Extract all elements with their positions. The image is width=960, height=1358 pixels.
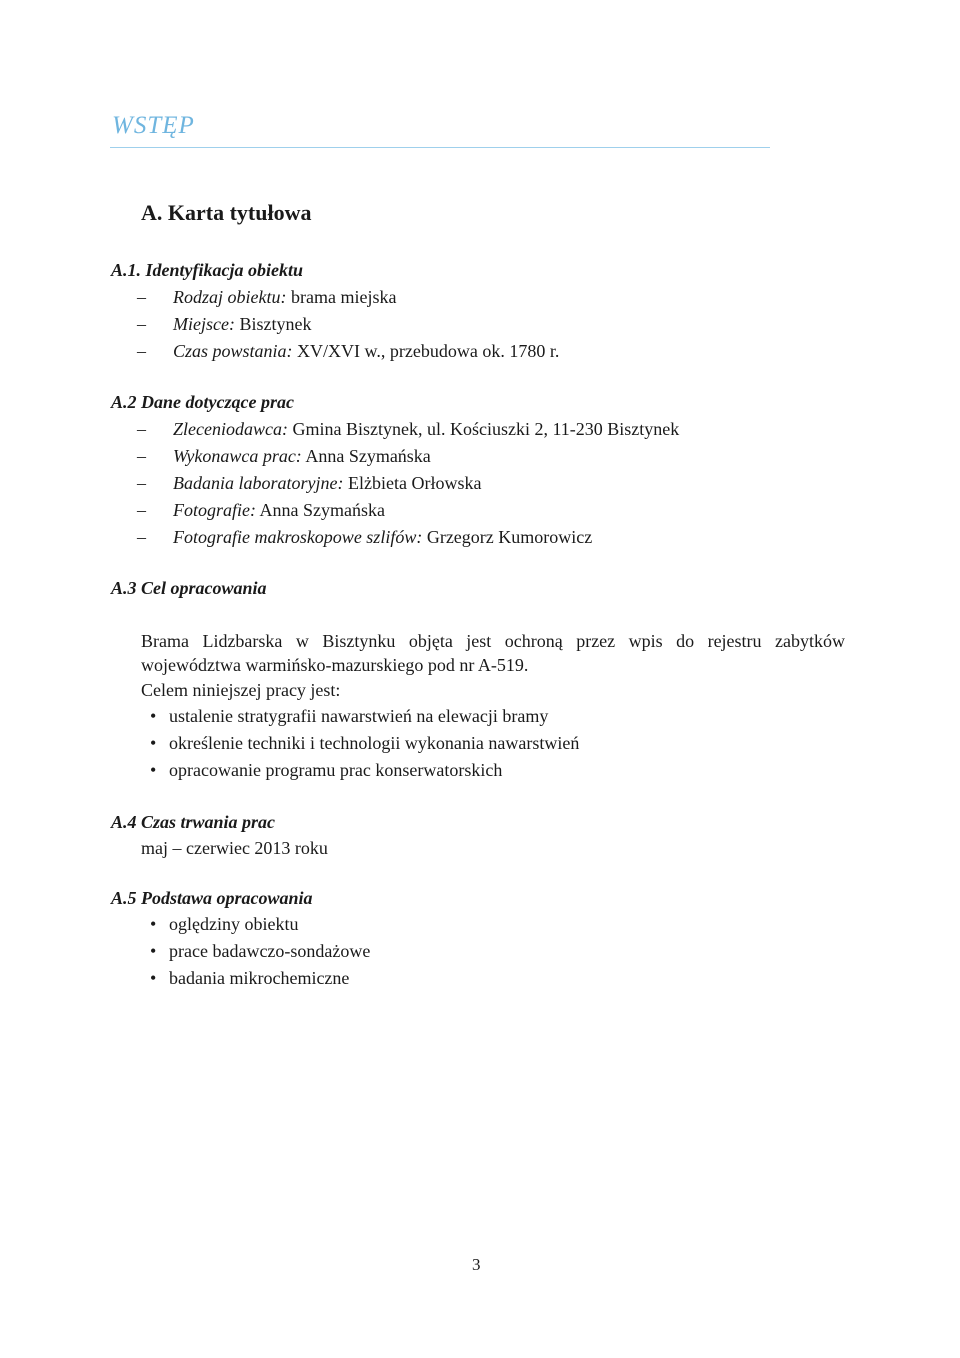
heading-a4: A.4 Czas trwania prac [111, 812, 276, 832]
page-number: 3 [472, 1255, 481, 1274]
duration-text: maj – czerwiec 2013 roku [141, 838, 328, 858]
item-value: Grzegorz Kumorowicz [426, 527, 593, 547]
item-value: Anna Szymańska [305, 446, 431, 466]
item-value: Elżbieta Orłowska [347, 473, 482, 493]
item-value: brama miejska [290, 287, 397, 307]
bullet-text: prace badawczo-sondażowe [169, 941, 371, 961]
heading-a3: A.3 Cel opracowania [111, 578, 267, 598]
item-label: Fotografie makroskopowe szlifów: [173, 527, 423, 547]
dash-marker: – [137, 419, 146, 439]
bullet-text: opracowanie programu prac konserwatorskich [169, 760, 503, 780]
bullet-marker: • [150, 760, 157, 780]
bullet-marker: • [150, 968, 157, 988]
heading-a2: A.2 Dane dotyczące prac [111, 392, 294, 412]
item-label: Czas powstania: [173, 341, 293, 361]
item-label: Fotografie: [173, 500, 256, 520]
header-divider [110, 147, 770, 148]
item-label: Rodzaj obiektu: [173, 287, 287, 307]
dash-marker: – [137, 287, 146, 307]
item-value: Bisztynek [239, 314, 312, 334]
dash-marker: – [137, 473, 146, 493]
paragraph-line: województwa warmińsko-mazurskiego pod nr A-519. [141, 655, 529, 675]
item-value: XV/XVI w., przebudowa ok. 1780 r. [297, 341, 560, 361]
heading-a5: A.5 Podstawa opracowania [111, 888, 313, 908]
bullet-marker: • [150, 941, 157, 961]
dash-marker: – [137, 314, 146, 334]
section-header: WSTĘP [112, 112, 195, 139]
heading-a1: A.1. Identyfikacja obiektu [111, 260, 303, 280]
dash-marker: – [137, 446, 146, 466]
bullet-text: badania mikrochemiczne [169, 968, 350, 988]
bullet-text: określenie techniki i technologii wykonania nawarstwień [169, 733, 580, 753]
item-label: Wykonawca prac: [173, 446, 302, 466]
item-value: Anna Szymańska [259, 500, 385, 520]
item-label: Zleceniodawca: [173, 419, 288, 439]
bullet-text: oględziny obiektu [169, 914, 299, 934]
paragraph-intro: Celem niniejszej pracy jest: [141, 680, 341, 700]
bullet-marker: • [150, 706, 157, 726]
item-value: Gmina Bisztynek, ul. Kościuszki 2, 11-230 Bisztynek [292, 419, 680, 439]
paragraph-line: Brama Lidzbarska w Bisztynku objęta jest ochroną przez wpis do rejestru zabytków [141, 631, 845, 651]
document-title: A. Karta tytułowa [141, 200, 312, 225]
bullet-text: ustalenie stratygrafii nawarstwień na elewacji bramy [169, 706, 549, 726]
bullet-marker: • [150, 733, 157, 753]
dash-marker: – [137, 341, 146, 361]
bullet-marker: • [150, 914, 157, 934]
dash-marker: – [137, 527, 146, 547]
item-label: Badania laboratoryjne: [173, 473, 344, 493]
dash-marker: – [137, 500, 146, 520]
item-label: Miejsce: [173, 314, 235, 334]
